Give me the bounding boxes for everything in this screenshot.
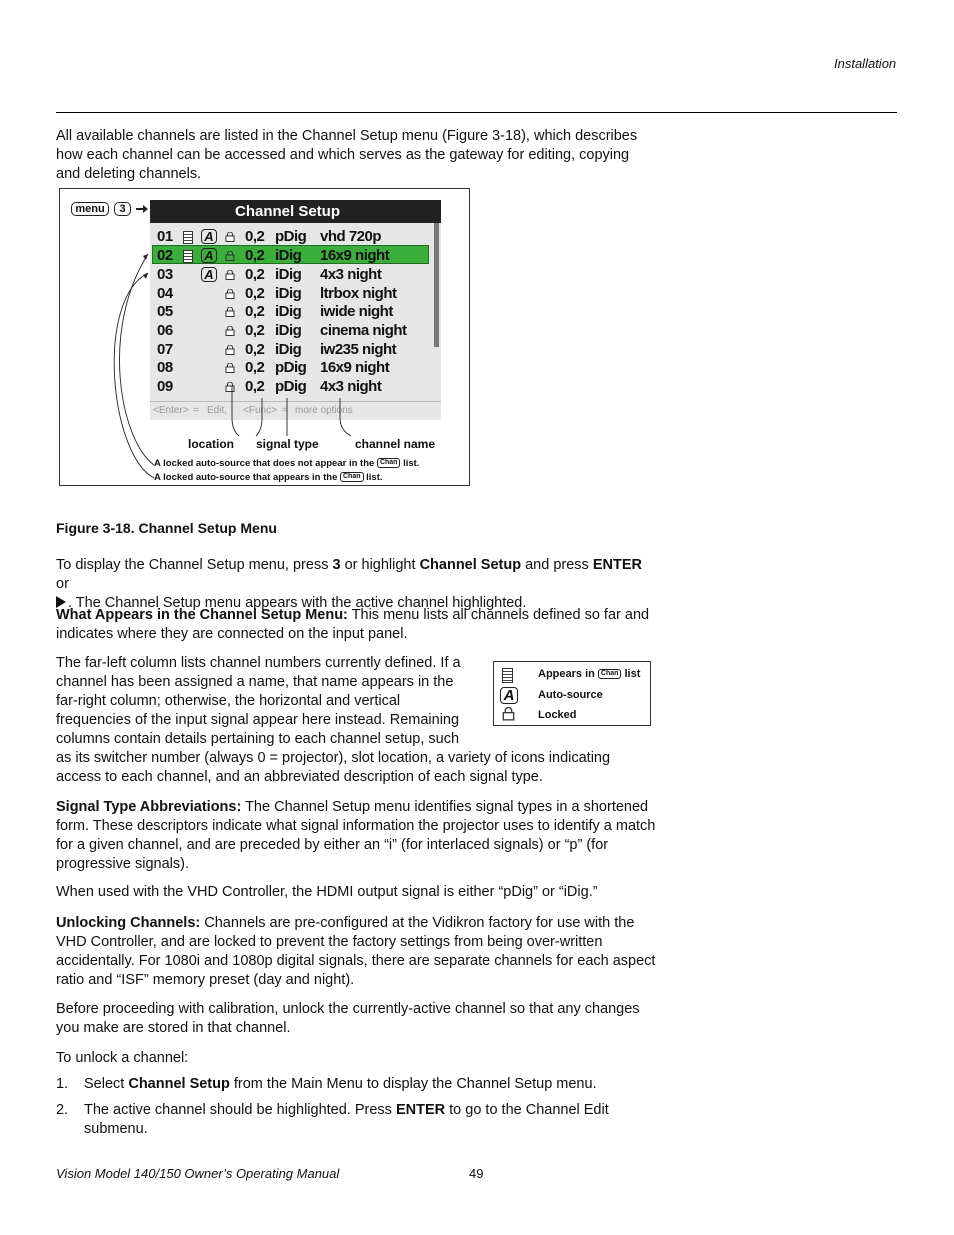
auto-source-icon: A [201,229,217,244]
three-key: 3 [114,202,131,216]
footer-manual-title: Vision Model 140/150 Owner’s Operating Manual [56,1166,340,1181]
chan-key-icon: Chan [340,472,364,482]
channel-row: 01 A 0,2 pDig vhd 720p [157,228,382,245]
auto-source-icon: A [201,267,217,282]
to-unlock-paragraph: To unlock a channel: [56,1050,189,1066]
label-channel-name: channel name [355,437,436,451]
menu-key: menu [71,202,109,216]
channel-row: 04 0,2 iDig ltrbox night [157,285,397,302]
far-left-paragraph: The far-left column lists channel numbers currently defined. If a channel has been assigned a name, that name appears in the far-right column; otherwise, the horizontal and vertical frequencies of the input signal appear here instead. Remaining columns contain details pertaining to each channel setup, such as its switcher number (always 0 = projector), slot location, a variety of icons indicating access to each channel, and an abbreviated description of each signal type. [56,655,611,785]
channel-row: 07 0,2 iDig iw235 night [157,341,397,358]
channel-setup-title: Channel Setup [150,200,441,223]
icon-legend [493,661,651,726]
footer-enter: <Enter> [153,405,189,416]
channel-row: 08 0,2 pDig 16x9 night [157,359,390,376]
legend-auto-source: Auto-source [538,689,603,701]
note-in-list: A locked auto-source that appears in the Chan list. [154,472,383,483]
what-appears-paragraph: What Appears in the Channel Setup Menu: This menu lists all channels defined so far and indicates where they are connected on the input panel. [56,607,650,642]
before-paragraph: Before proceeding with calibration, unlock the currently-active channel so that any changes you make are stored in that channel. [56,1001,640,1036]
page-number: 49 [469,1166,484,1181]
list-icon [502,668,513,683]
display-paragraph: To display the Channel Setup menu, press 3 or highlight Channel Setup and press ENTER or . The Channel Setup menu appears with the active channel highlighted. [56,557,642,611]
signal-type-paragraph: Signal Type Abbreviations: The Channel Setup menu identifies signal types in a shortened form. These descriptors indicate what signal information the projector uses to identify a match for a given channel, and are preceded by either an “i” (for interlaced signals) or “p” (for progressive signals). [56,799,656,872]
unlocking-paragraph: Unlocking Channels: Channels are pre-configured at the Vidikron factory for use with the VHD Controller, and are locked to prevent the factory settings from being over-written accidentally. For 1080i and 1080p digital signals, there are separate channels for each aspect ratio and “ISF” memory preset (day and night). [56,915,656,988]
channel-row: 05 0,2 iDig iwide night [157,303,393,320]
chan-key-icon: Chan [598,669,622,679]
auto-source-icon: A [500,687,518,704]
legend-locked: Locked [538,709,577,721]
channel-row: 03 A 0,2 iDig 4x3 night [157,266,382,283]
lock-icon [502,707,515,721]
intro-paragraph: All available channels are listed in the Channel Setup menu (Figure 3-18), which describes how each channel can be accessed and which serves as the gateway for editing, copying and deleting channels. [56,128,638,182]
chan-key-icon: Chan [377,458,401,468]
step-item: 1. Select Channel Setup from the Main Menu to display the Channel Setup menu. [56,1076,597,1092]
label-signal-type: signal type [256,437,319,451]
running-header: Installation [834,56,897,71]
legend-appears: Appears in Chan list [538,668,641,680]
footer-func: <Func> [243,405,277,416]
footer-more: more options [295,405,353,416]
step-item: 2. The active channel should be highlighted. Press ENTER to go to the Channel Edit submenu. [56,1102,609,1137]
vhd-paragraph: When used with the VHD Controller, the HDMI output signal is either “pDig” or “iDig.” [56,884,598,900]
channel-row: 06 0,2 iDig cinema night [157,322,407,339]
auto-source-icon: A [201,248,217,263]
footer-eq: = [282,405,288,416]
channel-row: 02 A 0,2 iDig 16x9 night [157,247,390,264]
channel-row: 09 0,2 pDig 4x3 night [157,378,382,395]
figure-caption: Figure 3-18. Channel Setup Menu [56,520,277,536]
footer-edit: Edit, [207,405,228,416]
footer-eq: = [193,405,199,416]
note-not-in-list: A locked auto-source that does not appear in the Chan list. [154,458,420,469]
label-location: location [188,437,235,451]
callout-lines [0,0,954,500]
